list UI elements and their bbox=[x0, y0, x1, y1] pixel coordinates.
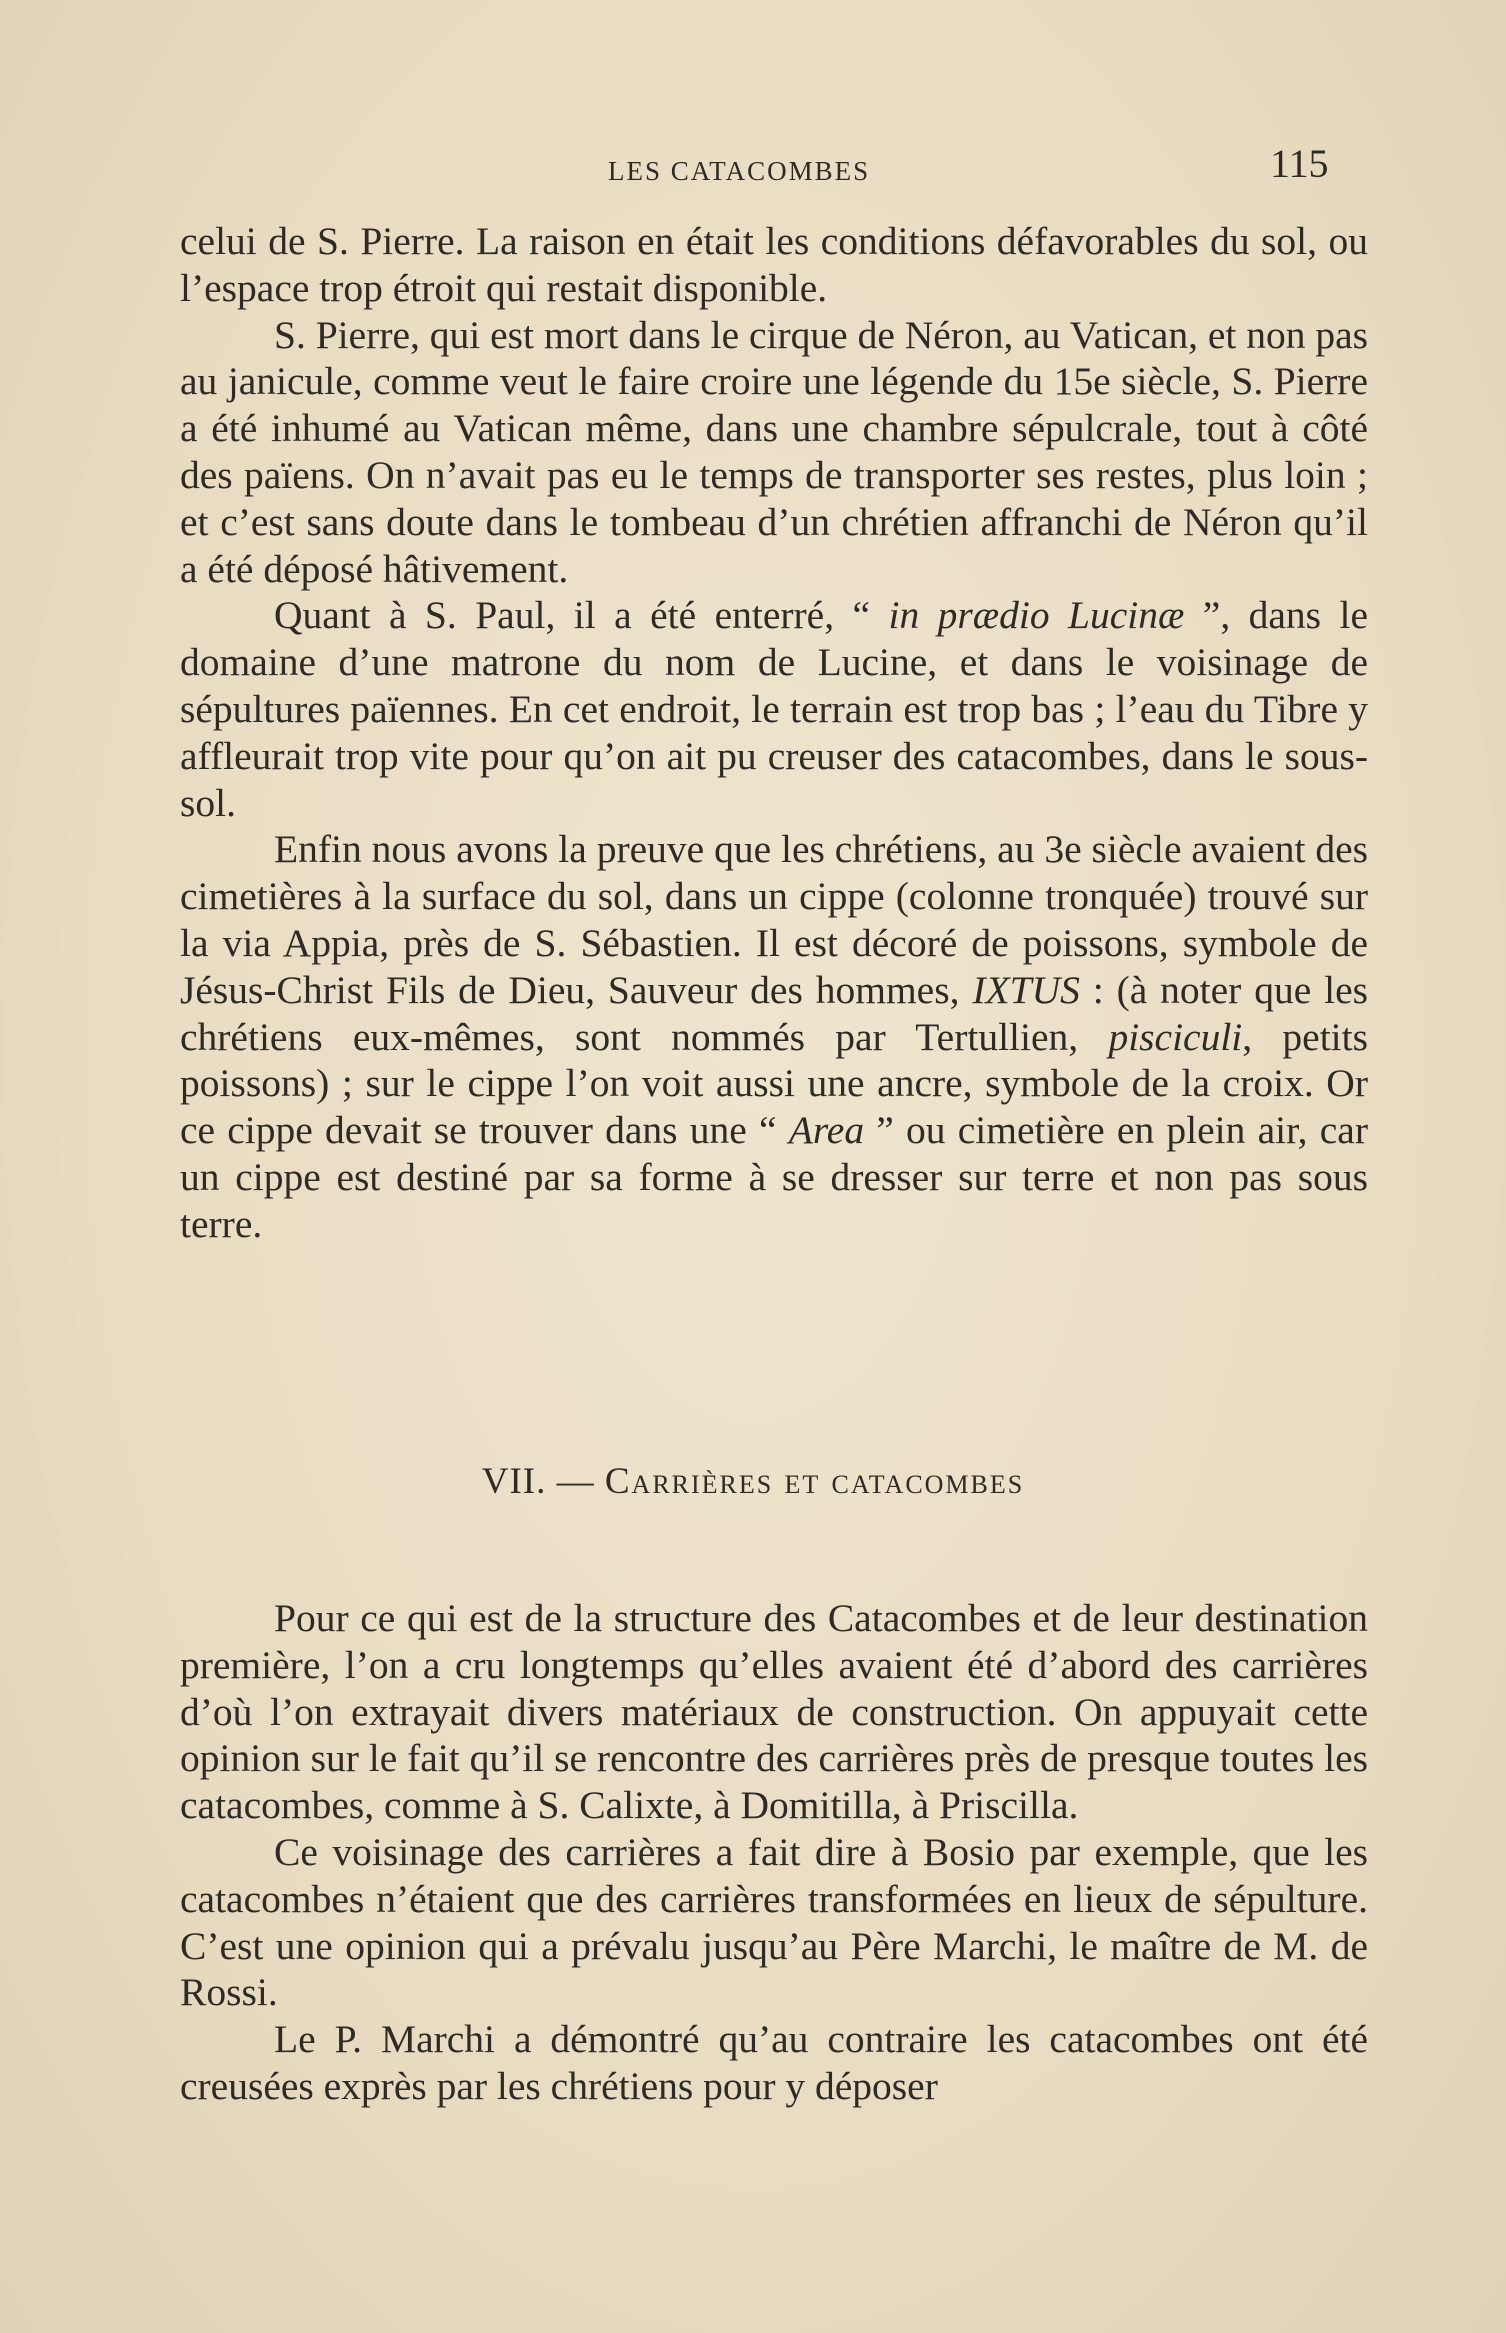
paragraph-cippe bbox=[180, 826, 1368, 1247]
paragraph: Pour ce qui est de la structure des Catacombes et de leur destination première, l’on a cru longtemps qu’elles avaient été d’abord des carrières d’où l’on extrayait divers matériaux de construction. On appuyait cette opinion sur le fait qu’il se rencontre des carrières près de presque toutes les catacombes, comme à S. Calixte, à Domitilla, à Priscilla. bbox=[180, 1596, 1368, 1828]
section-number: VII. — bbox=[481, 1461, 595, 1502]
section-title: Carrières et catacombes bbox=[604, 1461, 1025, 1502]
paragraph: Ce voisinage des carrières a fait dire à Bosio par exemple, que les catacombes n’étaient que des carrières transformées en lieux de sépulture. C’est une opinion qui a prévalu jusqu’au Père Marchi, le maître de M. de Rossi. bbox=[180, 1829, 1368, 2015]
paragraph: S. Pierre, qui est mort dans le cirque de Néron, au Vatican, et non pas au janicule, comme veut le faire croire une légende du 15e siècle, S. Pierre a été inhumé au Vatican même, dans une chambre sépulcrale, tout à côté des païens. On n’avait pas eu le temps de transporter ses restes, plus loin ; et c’est sans doute dans le tombeau d’un chrétien affranchi de Néron qu’il a été déposé hâtivement. bbox=[180, 312, 1369, 591]
latin-word: pisciculi bbox=[1108, 1014, 1243, 1059]
latin-phrase: in prædio Lucinæ bbox=[888, 593, 1185, 638]
running-title: LES CATACOMBES bbox=[608, 156, 871, 186]
text-run: : (à noter que les chrétiens eux-mêmes, sont nommés par Tertullien, bbox=[180, 967, 1368, 1059]
body-text-lower bbox=[180, 1595, 1368, 2110]
text-run: ”, dans le domaine d’une matrone du nom de Lucine, et dans le voisinage de sépultures païennes. En cet endroit, le terrain est trop bas ; l’eau du Tibre y affleurait trop vite pour qu’on ait pu creuser des catacombes, dans le sous-sol. bbox=[180, 593, 1369, 825]
paragraph-paul bbox=[180, 592, 1368, 826]
text-run: Quant à S. Paul, il a été enterré, “ bbox=[274, 593, 889, 638]
section-heading bbox=[0, 1460, 1506, 1503]
latin-word: Area bbox=[788, 1108, 865, 1153]
page-number: 115 bbox=[1270, 141, 1329, 186]
text-run: ” ou cimetière en plein air, car un cippe est destiné par sa forme à se dresser sur terre et non pas sous terre. bbox=[180, 1108, 1368, 1246]
body-text-upper bbox=[180, 218, 1368, 1248]
paragraph: celui de S. Pierre. La raison en était les conditions défavorables du sol, ou l’espace trop étroit qui restait disponible. bbox=[180, 219, 1368, 310]
text-run: , petits poissons) ; sur le cippe l’on voit aussi une ancre, symbole de la croix. Or ce cippe devait se trouver dans une “ bbox=[180, 1014, 1369, 1153]
paragraph: Le P. Marchi a démontré qu’au contraire les catacombes ont été creusées exprès par les chrétiens pour y déposer bbox=[180, 2017, 1368, 2108]
greek-acronym: IXTUS bbox=[972, 967, 1080, 1012]
running-head bbox=[0, 140, 1506, 190]
text-run: Enfin nous avons la preuve que les chrétiens, au 3e siècle avaient des cimetières à la surface du sol, dans un cippe (colonne tronquée) trouvé sur la via Appia, près de S. Sébastien. Il est décoré de poissons, symbole de Jésus-Christ Fils de Dieu, Sauveur des hommes, bbox=[180, 827, 1368, 1012]
